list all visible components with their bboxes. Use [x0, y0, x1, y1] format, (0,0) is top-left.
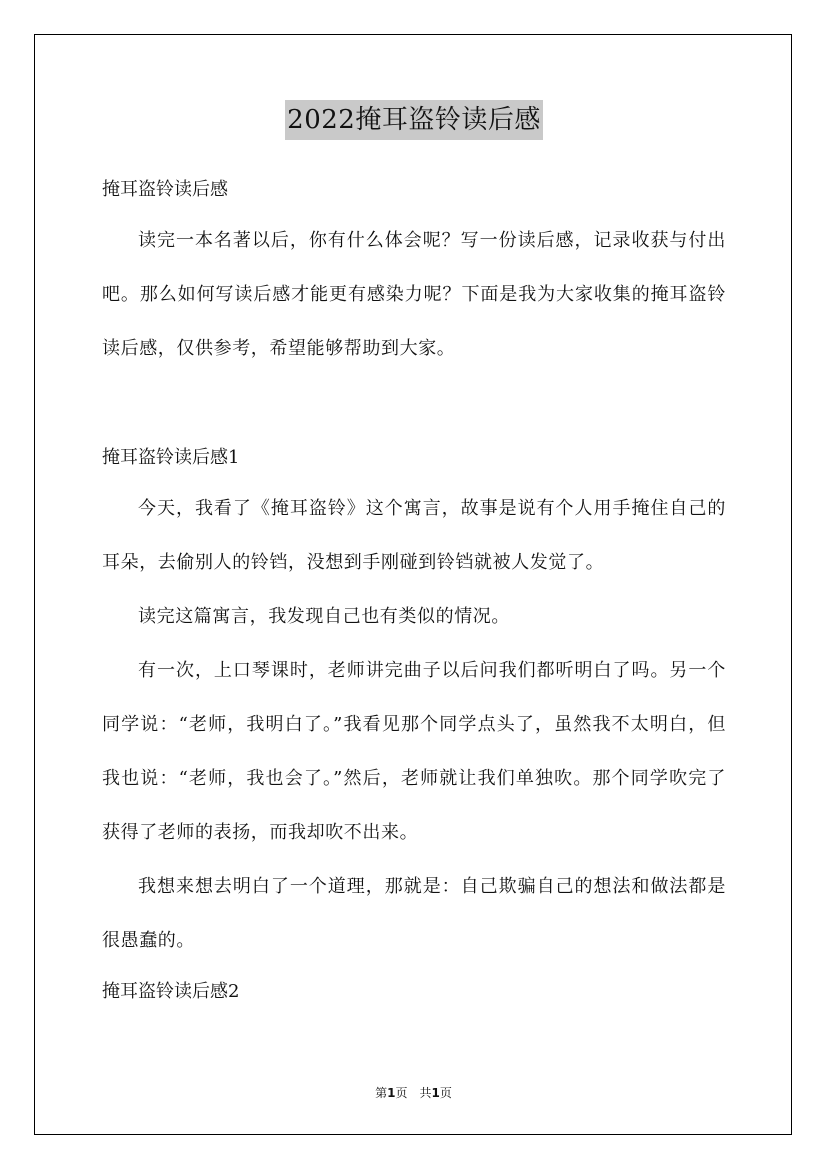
page-current: 1 [387, 1086, 396, 1100]
section-1-paragraph-4: 我想来想去明白了一个道理，那就是：自己欺骗自己的想法和做法都是很愚蠢的。 [102, 876, 726, 951]
page-mid: 页 共 [395, 1086, 432, 1100]
document-body [102, 100, 726, 1016]
page-prefix: 第 [375, 1086, 388, 1100]
intro-paragraph: 读完一本名著以后，你有什么体会呢？写一份读后感，记录收获与付出吧。那么如何写读后感才能更有感染力呢？下面是我为大家收集的掩耳盗铃读后感，仅供参考，希望能够帮助到大家。 [102, 230, 726, 359]
section-1-paragraph-1: 今天，我看了《掩耳盗铃》这个寓言，故事是说有个人用手掩住自己的耳朵，去偷别人的铃铛，没想到手刚碰到铃铛就被人发觉了。 [102, 498, 726, 573]
section-2-heading: 掩耳盗铃读后感2 [102, 981, 240, 1002]
section-1-heading: 掩耳盗铃读后感1 [102, 447, 240, 468]
title-wrap [102, 100, 726, 140]
page-suffix: 页 [439, 1086, 452, 1100]
document-title: 2022掩耳盗铃读后感 [285, 100, 543, 140]
intro-heading: 掩耳盗铃读后感 [102, 179, 228, 200]
page-footer [0, 1084, 827, 1102]
section-1-paragraph-2: 读完这篇寓言，我发现自己也有类似的情况。 [138, 606, 510, 627]
section-1-paragraph-3: 有一次，上口琴课时，老师讲完曲子以后问我们都听明白了吗。另一个同学说：“老师，我明白了。”我看见那个同学点头了，虽然我不太明白，但我也说：“老师，我也会了。”然后，老师就让我们单独吹。那个同学吹完了获得了老师的表扬，而我却吹不出来。 [102, 660, 726, 843]
section-gap [102, 376, 726, 434]
page-total: 1 [431, 1086, 440, 1100]
